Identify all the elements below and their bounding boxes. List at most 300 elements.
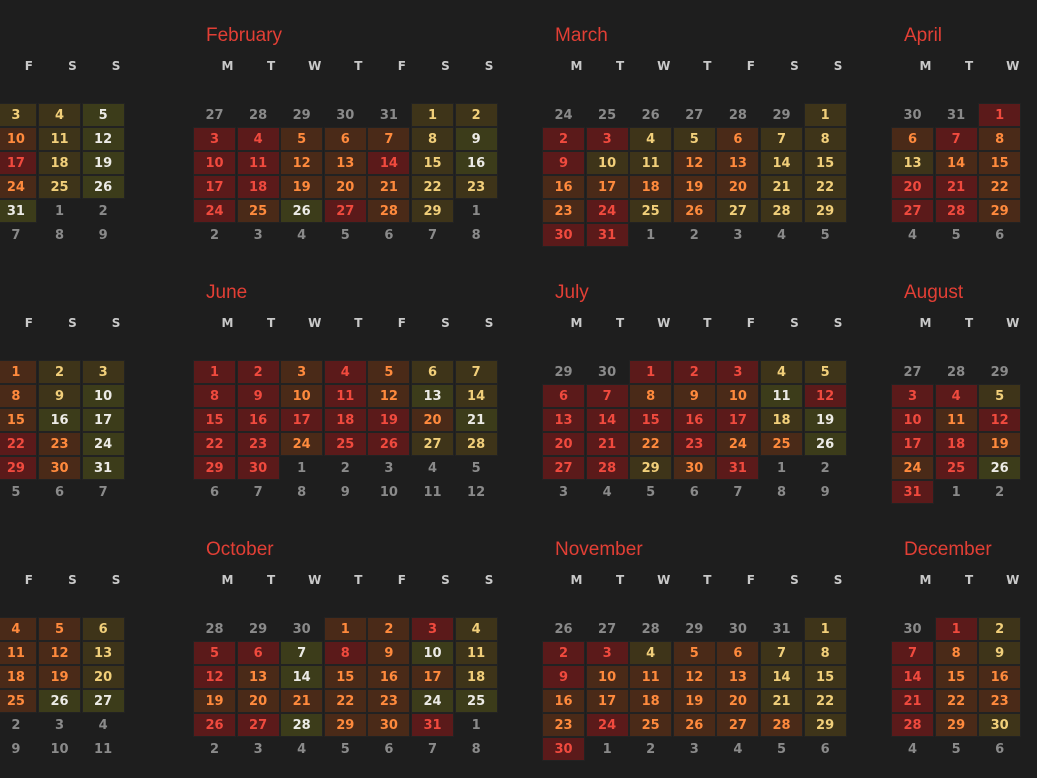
day-cell[interactable]: 12 bbox=[280, 151, 323, 175]
day-cell[interactable]: 1 bbox=[0, 360, 37, 384]
day-cell[interactable]: 24 bbox=[82, 432, 125, 456]
day-cell[interactable]: 6 bbox=[995, 227, 1005, 243]
day-cell[interactable]: 12 bbox=[193, 665, 236, 689]
day-cell[interactable]: 25 bbox=[598, 107, 617, 123]
day-cell[interactable]: 24 bbox=[0, 175, 37, 199]
day-cell[interactable]: 14 bbox=[367, 151, 410, 175]
day-cell[interactable]: 5 bbox=[951, 227, 961, 243]
day-cell[interactable]: 1 bbox=[411, 103, 454, 127]
day-cell[interactable]: 23 bbox=[455, 175, 498, 199]
day-cell[interactable]: 6 bbox=[237, 641, 280, 665]
day-cell[interactable]: 14 bbox=[935, 151, 978, 175]
day-cell[interactable]: 11 bbox=[94, 741, 113, 757]
day-cell[interactable]: 7 bbox=[280, 641, 323, 665]
day-cell[interactable]: 18 bbox=[455, 665, 498, 689]
day-cell[interactable]: 2 bbox=[98, 203, 108, 219]
day-cell[interactable]: 4 bbox=[297, 741, 307, 757]
day-cell[interactable]: 24 bbox=[586, 199, 629, 223]
day-cell[interactable]: 9 bbox=[98, 227, 108, 243]
day-cell[interactable]: 26 bbox=[82, 175, 125, 199]
day-cell[interactable]: 19 bbox=[804, 408, 847, 432]
day-cell[interactable]: 9 bbox=[673, 384, 716, 408]
day-cell[interactable]: 9 bbox=[237, 384, 280, 408]
day-cell[interactable]: 24 bbox=[891, 456, 934, 480]
day-cell[interactable]: 4 bbox=[38, 103, 81, 127]
day-cell[interactable]: 24 bbox=[586, 713, 629, 737]
day-cell[interactable]: 6 bbox=[411, 360, 454, 384]
day-cell[interactable]: 26 bbox=[554, 621, 573, 637]
day-cell[interactable]: 15 bbox=[411, 151, 454, 175]
day-cell[interactable]: 6 bbox=[384, 227, 394, 243]
day-cell[interactable]: 18 bbox=[0, 665, 37, 689]
day-cell[interactable]: 21 bbox=[935, 175, 978, 199]
day-cell[interactable]: 27 bbox=[237, 713, 280, 737]
day-cell[interactable]: 1 bbox=[935, 617, 978, 641]
day-cell[interactable]: 7 bbox=[427, 741, 438, 757]
day-cell[interactable]: 3 bbox=[280, 360, 323, 384]
day-cell[interactable]: 6 bbox=[384, 741, 394, 757]
day-cell[interactable]: 25 bbox=[455, 689, 498, 713]
day-cell[interactable]: 15 bbox=[804, 665, 847, 689]
day-cell[interactable]: 30 bbox=[673, 456, 716, 480]
day-cell[interactable]: 3 bbox=[411, 617, 454, 641]
day-cell[interactable]: 24 bbox=[554, 107, 573, 123]
day-cell[interactable]: 7 bbox=[455, 360, 498, 384]
day-cell[interactable]: 18 bbox=[324, 408, 367, 432]
day-cell[interactable]: 31 bbox=[82, 456, 125, 480]
day-cell[interactable]: 31 bbox=[947, 107, 966, 123]
day-cell[interactable]: 8 bbox=[804, 641, 847, 665]
day-cell[interactable]: 17 bbox=[891, 432, 934, 456]
day-cell[interactable]: 18 bbox=[760, 408, 803, 432]
day-cell[interactable]: 3 bbox=[253, 741, 263, 757]
day-cell[interactable]: 10 bbox=[50, 741, 69, 757]
day-cell[interactable]: 31 bbox=[716, 456, 759, 480]
day-cell[interactable]: 3 bbox=[558, 484, 569, 500]
day-cell[interactable]: 8 bbox=[629, 384, 672, 408]
day-cell[interactable]: 29 bbox=[292, 107, 311, 123]
day-cell[interactable]: 5 bbox=[38, 617, 81, 641]
day-cell[interactable]: 29 bbox=[978, 199, 1021, 223]
day-cell[interactable]: 16 bbox=[542, 689, 585, 713]
day-cell[interactable]: 7 bbox=[367, 127, 410, 151]
day-cell[interactable]: 19 bbox=[193, 689, 236, 713]
day-cell[interactable]: 15 bbox=[324, 665, 367, 689]
day-cell[interactable]: 26 bbox=[641, 107, 660, 123]
day-cell[interactable]: 11 bbox=[629, 665, 672, 689]
day-cell[interactable]: 11 bbox=[237, 151, 280, 175]
day-cell[interactable]: 10 bbox=[891, 408, 934, 432]
day-cell[interactable]: 29 bbox=[193, 456, 236, 480]
day-cell[interactable]: 28 bbox=[935, 199, 978, 223]
day-cell[interactable]: 12 bbox=[367, 384, 410, 408]
day-cell[interactable]: 4 bbox=[629, 127, 672, 151]
day-cell[interactable]: 2 bbox=[820, 460, 830, 476]
day-cell[interactable]: 6 bbox=[995, 741, 1005, 757]
day-cell[interactable]: 23 bbox=[38, 432, 81, 456]
day-cell[interactable]: 4 bbox=[98, 717, 108, 733]
day-cell[interactable]: 30 bbox=[542, 737, 585, 761]
day-cell[interactable]: 5 bbox=[280, 127, 323, 151]
day-cell[interactable]: 18 bbox=[935, 432, 978, 456]
day-cell[interactable]: 13 bbox=[891, 151, 934, 175]
day-cell[interactable]: 22 bbox=[411, 175, 454, 199]
day-cell[interactable]: 29 bbox=[685, 621, 704, 637]
day-cell[interactable]: 10 bbox=[586, 665, 629, 689]
day-cell[interactable]: 26 bbox=[280, 199, 323, 223]
day-cell[interactable]: 23 bbox=[978, 689, 1021, 713]
day-cell[interactable]: 2 bbox=[11, 717, 21, 733]
day-cell[interactable]: 2 bbox=[38, 360, 81, 384]
day-cell[interactable]: 26 bbox=[673, 199, 716, 223]
day-cell[interactable]: 25 bbox=[324, 432, 367, 456]
day-cell[interactable]: 18 bbox=[629, 175, 672, 199]
day-cell[interactable]: 11 bbox=[0, 641, 37, 665]
day-cell[interactable]: 20 bbox=[82, 665, 125, 689]
day-cell[interactable]: 15 bbox=[978, 151, 1021, 175]
day-cell[interactable]: 29 bbox=[0, 456, 37, 480]
day-cell[interactable]: 19 bbox=[673, 689, 716, 713]
day-cell[interactable]: 21 bbox=[367, 175, 410, 199]
day-cell[interactable]: 29 bbox=[804, 199, 847, 223]
day-cell[interactable]: 16 bbox=[542, 175, 585, 199]
day-cell[interactable]: 8 bbox=[0, 384, 37, 408]
day-cell[interactable]: 9 bbox=[367, 641, 410, 665]
day-cell[interactable]: 14 bbox=[760, 151, 803, 175]
day-cell[interactable]: 27 bbox=[891, 199, 934, 223]
day-cell[interactable]: 16 bbox=[978, 665, 1021, 689]
day-cell[interactable]: 30 bbox=[292, 621, 311, 637]
day-cell[interactable]: 14 bbox=[280, 665, 323, 689]
day-cell[interactable]: 1 bbox=[646, 227, 656, 243]
day-cell[interactable]: 3 bbox=[716, 360, 759, 384]
day-cell[interactable]: 5 bbox=[776, 741, 787, 757]
day-cell[interactable]: 22 bbox=[804, 175, 847, 199]
day-cell[interactable]: 31 bbox=[0, 199, 37, 223]
day-cell[interactable]: 25 bbox=[629, 713, 672, 737]
day-cell[interactable]: 8 bbox=[471, 741, 481, 757]
day-cell[interactable]: 1 bbox=[602, 741, 612, 757]
day-cell[interactable]: 27 bbox=[82, 689, 125, 713]
day-cell[interactable]: 17 bbox=[586, 689, 629, 713]
day-cell[interactable]: 13 bbox=[411, 384, 454, 408]
day-cell[interactable]: 17 bbox=[82, 408, 125, 432]
day-cell[interactable]: 23 bbox=[542, 199, 585, 223]
day-cell[interactable]: 30 bbox=[542, 223, 585, 247]
day-cell[interactable]: 19 bbox=[367, 408, 410, 432]
day-cell[interactable]: 27 bbox=[205, 107, 224, 123]
day-cell[interactable]: 12 bbox=[467, 484, 486, 500]
day-cell[interactable]: 30 bbox=[38, 456, 81, 480]
day-cell[interactable]: 1 bbox=[471, 717, 481, 733]
day-cell[interactable]: 28 bbox=[586, 456, 629, 480]
day-cell[interactable]: 6 bbox=[820, 741, 830, 757]
day-cell[interactable]: 5 bbox=[951, 741, 961, 757]
day-cell[interactable]: 1 bbox=[978, 103, 1021, 127]
day-cell[interactable]: 30 bbox=[367, 713, 410, 737]
day-cell[interactable]: 31 bbox=[586, 223, 629, 247]
day-cell[interactable]: 17 bbox=[716, 408, 759, 432]
day-cell[interactable]: 18 bbox=[38, 151, 81, 175]
day-cell[interactable]: 4 bbox=[776, 227, 787, 243]
day-cell[interactable]: 19 bbox=[82, 151, 125, 175]
day-cell[interactable]: 3 bbox=[193, 127, 236, 151]
day-cell[interactable]: 4 bbox=[629, 641, 672, 665]
day-cell[interactable]: 5 bbox=[673, 641, 716, 665]
day-cell[interactable]: 5 bbox=[340, 741, 350, 757]
day-cell[interactable]: 8 bbox=[324, 641, 367, 665]
day-cell[interactable]: 19 bbox=[673, 175, 716, 199]
day-cell[interactable]: 20 bbox=[542, 432, 585, 456]
day-cell[interactable]: 12 bbox=[673, 665, 716, 689]
day-cell[interactable]: 1 bbox=[804, 617, 847, 641]
day-cell[interactable]: 15 bbox=[935, 665, 978, 689]
day-cell[interactable]: 21 bbox=[455, 408, 498, 432]
day-cell[interactable]: 28 bbox=[728, 107, 747, 123]
day-cell[interactable]: 3 bbox=[586, 641, 629, 665]
day-cell[interactable]: 10 bbox=[716, 384, 759, 408]
day-cell[interactable]: 1 bbox=[951, 484, 961, 500]
day-cell[interactable]: 28 bbox=[760, 713, 803, 737]
day-cell[interactable]: 28 bbox=[641, 621, 660, 637]
day-cell[interactable]: 2 bbox=[542, 127, 585, 151]
day-cell[interactable]: 3 bbox=[689, 741, 699, 757]
day-cell[interactable]: 16 bbox=[673, 408, 716, 432]
day-cell[interactable]: 29 bbox=[804, 713, 847, 737]
day-cell[interactable]: 26 bbox=[193, 713, 236, 737]
day-cell[interactable]: 3 bbox=[586, 127, 629, 151]
day-cell[interactable]: 2 bbox=[209, 227, 220, 243]
day-cell[interactable]: 23 bbox=[367, 689, 410, 713]
day-cell[interactable]: 15 bbox=[0, 408, 37, 432]
day-cell[interactable]: 6 bbox=[689, 484, 699, 500]
day-cell[interactable]: 12 bbox=[38, 641, 81, 665]
day-cell[interactable]: 19 bbox=[280, 175, 323, 199]
day-cell[interactable]: 31 bbox=[411, 713, 454, 737]
day-cell[interactable]: 10 bbox=[193, 151, 236, 175]
day-cell[interactable]: 30 bbox=[728, 621, 747, 637]
day-cell[interactable]: 26 bbox=[978, 456, 1021, 480]
day-cell[interactable]: 7 bbox=[427, 227, 438, 243]
day-cell[interactable]: 30 bbox=[336, 107, 355, 123]
day-cell[interactable]: 11 bbox=[423, 484, 442, 500]
day-cell[interactable]: 18 bbox=[237, 175, 280, 199]
day-cell[interactable]: 28 bbox=[891, 713, 934, 737]
day-cell[interactable]: 22 bbox=[0, 432, 37, 456]
day-cell[interactable]: 22 bbox=[978, 175, 1021, 199]
day-cell[interactable]: 11 bbox=[935, 408, 978, 432]
day-cell[interactable]: 6 bbox=[54, 484, 65, 500]
day-cell[interactable]: 14 bbox=[760, 665, 803, 689]
day-cell[interactable]: 15 bbox=[193, 408, 236, 432]
day-cell[interactable]: 13 bbox=[716, 665, 759, 689]
day-cell[interactable]: 19 bbox=[38, 665, 81, 689]
day-cell[interactable]: 17 bbox=[193, 175, 236, 199]
day-cell[interactable]: 15 bbox=[629, 408, 672, 432]
day-cell[interactable]: 30 bbox=[237, 456, 280, 480]
day-cell[interactable]: 13 bbox=[716, 151, 759, 175]
day-cell[interactable]: 22 bbox=[324, 689, 367, 713]
day-cell[interactable]: 22 bbox=[935, 689, 978, 713]
day-cell[interactable]: 21 bbox=[586, 432, 629, 456]
day-cell[interactable]: 5 bbox=[82, 103, 125, 127]
day-cell[interactable]: 20 bbox=[716, 689, 759, 713]
day-cell[interactable]: 8 bbox=[804, 127, 847, 151]
day-cell[interactable]: 26 bbox=[804, 432, 847, 456]
day-cell[interactable]: 6 bbox=[82, 617, 125, 641]
day-cell[interactable]: 25 bbox=[237, 199, 280, 223]
day-cell[interactable]: 5 bbox=[367, 360, 410, 384]
day-cell[interactable]: 29 bbox=[324, 713, 367, 737]
day-cell[interactable]: 3 bbox=[54, 717, 65, 733]
day-cell[interactable]: 5 bbox=[193, 641, 236, 665]
day-cell[interactable]: 14 bbox=[586, 408, 629, 432]
day-cell[interactable]: 29 bbox=[935, 713, 978, 737]
day-cell[interactable]: 29 bbox=[772, 107, 791, 123]
day-cell[interactable]: 3 bbox=[384, 460, 394, 476]
day-cell[interactable]: 5 bbox=[673, 127, 716, 151]
day-cell[interactable]: 3 bbox=[0, 103, 37, 127]
day-cell[interactable]: 26 bbox=[673, 713, 716, 737]
day-cell[interactable]: 14 bbox=[455, 384, 498, 408]
day-cell[interactable]: 25 bbox=[629, 199, 672, 223]
day-cell[interactable]: 2 bbox=[995, 484, 1005, 500]
day-cell[interactable]: 11 bbox=[629, 151, 672, 175]
day-cell[interactable]: 27 bbox=[685, 107, 704, 123]
day-cell[interactable]: 8 bbox=[978, 127, 1021, 151]
day-cell[interactable]: 6 bbox=[209, 484, 220, 500]
day-cell[interactable]: 29 bbox=[249, 621, 268, 637]
day-cell[interactable]: 17 bbox=[411, 665, 454, 689]
day-cell[interactable]: 21 bbox=[760, 689, 803, 713]
day-cell[interactable]: 13 bbox=[324, 151, 367, 175]
day-cell[interactable]: 4 bbox=[324, 360, 367, 384]
day-cell[interactable]: 8 bbox=[411, 127, 454, 151]
day-cell[interactable]: 26 bbox=[367, 432, 410, 456]
day-cell[interactable]: 4 bbox=[760, 360, 803, 384]
day-cell[interactable]: 23 bbox=[542, 713, 585, 737]
day-cell[interactable]: 22 bbox=[629, 432, 672, 456]
day-cell[interactable]: 9 bbox=[11, 741, 21, 757]
day-cell[interactable]: 16 bbox=[237, 408, 280, 432]
day-cell[interactable]: 8 bbox=[193, 384, 236, 408]
day-cell[interactable]: 9 bbox=[455, 127, 498, 151]
day-cell[interactable]: 2 bbox=[340, 460, 350, 476]
day-cell[interactable]: 7 bbox=[253, 484, 263, 500]
day-cell[interactable]: 4 bbox=[733, 741, 743, 757]
day-cell[interactable]: 25 bbox=[38, 175, 81, 199]
day-cell[interactable]: 12 bbox=[804, 384, 847, 408]
day-cell[interactable]: 5 bbox=[646, 484, 656, 500]
day-cell[interactable]: 20 bbox=[891, 175, 934, 199]
day-cell[interactable]: 27 bbox=[324, 199, 367, 223]
day-cell[interactable]: 28 bbox=[760, 199, 803, 223]
day-cell[interactable]: 30 bbox=[978, 713, 1021, 737]
day-cell[interactable]: 17 bbox=[586, 175, 629, 199]
day-cell[interactable]: 4 bbox=[935, 384, 978, 408]
day-cell[interactable]: 1 bbox=[297, 460, 307, 476]
day-cell[interactable]: 11 bbox=[455, 641, 498, 665]
day-cell[interactable]: 1 bbox=[804, 103, 847, 127]
day-cell[interactable]: 5 bbox=[340, 227, 350, 243]
day-cell[interactable]: 27 bbox=[716, 199, 759, 223]
day-cell[interactable]: 7 bbox=[733, 484, 743, 500]
day-cell[interactable]: 31 bbox=[772, 621, 791, 637]
day-cell[interactable]: 20 bbox=[411, 408, 454, 432]
day-cell[interactable]: 6 bbox=[891, 127, 934, 151]
day-cell[interactable]: 1 bbox=[776, 460, 787, 476]
day-cell[interactable]: 4 bbox=[907, 741, 918, 757]
day-cell[interactable]: 8 bbox=[935, 641, 978, 665]
day-cell[interactable]: 13 bbox=[82, 641, 125, 665]
day-cell[interactable]: 2 bbox=[367, 617, 410, 641]
day-cell[interactable]: 4 bbox=[0, 617, 37, 641]
day-cell[interactable]: 9 bbox=[820, 484, 830, 500]
day-cell[interactable]: 18 bbox=[629, 689, 672, 713]
day-cell[interactable]: 9 bbox=[978, 641, 1021, 665]
day-cell[interactable]: 27 bbox=[903, 364, 922, 380]
day-cell[interactable]: 10 bbox=[82, 384, 125, 408]
day-cell[interactable]: 24 bbox=[193, 199, 236, 223]
day-cell[interactable]: 13 bbox=[237, 665, 280, 689]
day-cell[interactable]: 14 bbox=[891, 665, 934, 689]
day-cell[interactable]: 28 bbox=[947, 364, 966, 380]
day-cell[interactable]: 21 bbox=[891, 689, 934, 713]
day-cell[interactable]: 1 bbox=[193, 360, 236, 384]
day-cell[interactable]: 8 bbox=[297, 484, 307, 500]
day-cell[interactable]: 22 bbox=[193, 432, 236, 456]
day-cell[interactable]: 27 bbox=[598, 621, 617, 637]
day-cell[interactable]: 7 bbox=[586, 384, 629, 408]
day-cell[interactable]: 23 bbox=[237, 432, 280, 456]
day-cell[interactable]: 12 bbox=[673, 151, 716, 175]
day-cell[interactable]: 22 bbox=[804, 689, 847, 713]
day-cell[interactable]: 8 bbox=[54, 227, 65, 243]
day-cell[interactable]: 1 bbox=[629, 360, 672, 384]
day-cell[interactable]: 6 bbox=[542, 384, 585, 408]
day-cell[interactable]: 10 bbox=[411, 641, 454, 665]
day-cell[interactable]: 9 bbox=[542, 665, 585, 689]
day-cell[interactable]: 1 bbox=[54, 203, 65, 219]
day-cell[interactable]: 28 bbox=[367, 199, 410, 223]
day-cell[interactable]: 2 bbox=[237, 360, 280, 384]
day-cell[interactable]: 2 bbox=[673, 360, 716, 384]
day-cell[interactable]: 7 bbox=[891, 641, 934, 665]
day-cell[interactable]: 17 bbox=[0, 151, 37, 175]
day-cell[interactable]: 2 bbox=[978, 617, 1021, 641]
day-cell[interactable]: 1 bbox=[471, 203, 481, 219]
day-cell[interactable]: 5 bbox=[11, 484, 21, 500]
day-cell[interactable]: 20 bbox=[324, 175, 367, 199]
day-cell[interactable]: 5 bbox=[471, 460, 481, 476]
day-cell[interactable]: 6 bbox=[324, 127, 367, 151]
day-cell[interactable]: 9 bbox=[38, 384, 81, 408]
day-cell[interactable]: 31 bbox=[379, 107, 398, 123]
day-cell[interactable]: 3 bbox=[253, 227, 263, 243]
day-cell[interactable]: 29 bbox=[554, 364, 573, 380]
day-cell[interactable]: 25 bbox=[760, 432, 803, 456]
day-cell[interactable]: 27 bbox=[542, 456, 585, 480]
day-cell[interactable]: 5 bbox=[804, 360, 847, 384]
day-cell[interactable]: 7 bbox=[760, 127, 803, 151]
day-cell[interactable]: 10 bbox=[0, 127, 37, 151]
day-cell[interactable]: 17 bbox=[280, 408, 323, 432]
day-cell[interactable]: 31 bbox=[891, 480, 934, 504]
day-cell[interactable]: 23 bbox=[673, 432, 716, 456]
day-cell[interactable]: 2 bbox=[455, 103, 498, 127]
day-cell[interactable]: 6 bbox=[716, 641, 759, 665]
day-cell[interactable]: 4 bbox=[907, 227, 918, 243]
